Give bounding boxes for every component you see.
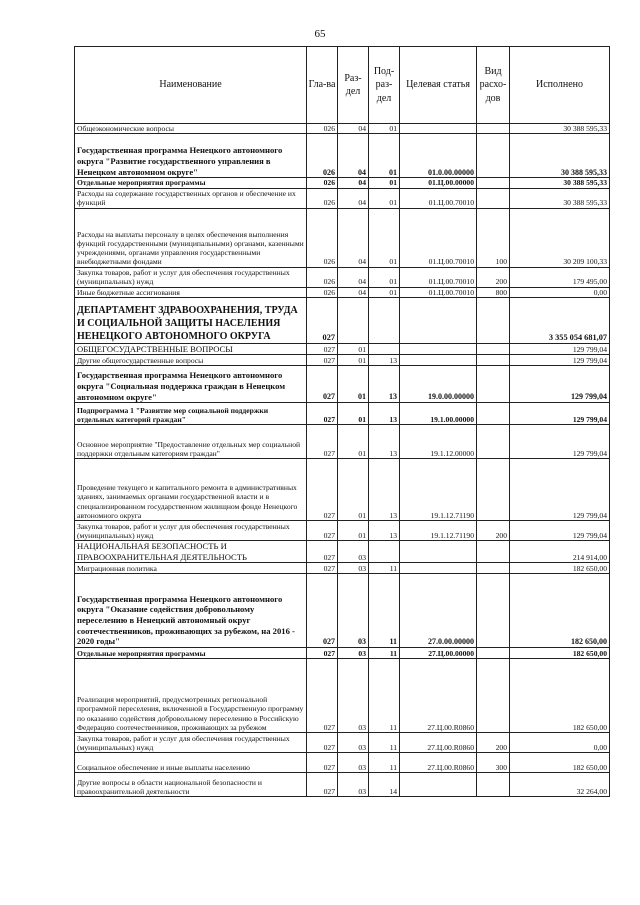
budget-execution-table [74,46,610,797]
cell-glava: 026 [307,267,338,287]
cell-podrazdel: 13 [369,366,400,403]
cell-glava: 027 [307,659,338,733]
cell-target [400,124,477,134]
table-row [75,753,610,773]
cell-name: Подпрограмма 1 "Развитие мер социальной поддержки отдельных категорий граждан" [75,403,307,425]
cell-amount: 0,00 [510,287,610,297]
cell-target: 27.Ц.00.R0860 [400,733,477,753]
cell-glava: 027 [307,297,338,343]
cell-glava: 027 [307,425,338,459]
table-row [75,297,610,343]
cell-target: 01.0.00.00000 [400,134,477,178]
cell-razdel: 01 [338,355,369,366]
cell-podrazdel: 14 [369,773,400,797]
cell-name: НАЦИОНАЛЬНАЯ БЕЗОПАСНОСТЬ И ПРАВООХРАНИТЕЛЬНАЯ ДЕЯТЕЛЬНОСТЬ [75,541,307,563]
cell-amount: 30 388 595,33 [510,124,610,134]
cell-glava: 027 [307,343,338,354]
cell-vid: 200 [477,733,510,753]
table-row [75,188,610,208]
cell-target: 19.0.00.00000 [400,366,477,403]
cell-razdel: 03 [338,541,369,563]
cell-vid [477,425,510,459]
cell-podrazdel: 13 [369,521,400,541]
cell-name: ОБЩЕГОСУДАРСТВЕННЫЕ ВОПРОСЫ [75,343,307,354]
cell-name: ДЕПАРТАМЕНТ ЗДРАВООХРАНЕНИЯ, ТРУДА И СОЦИАЛЬНОЙ ЗАЩИТЫ НАСЕЛЕНИЯ НЕНЕЦКОГО АВТОНОМНОГО ОКРУГА [75,297,307,343]
cell-name: Реализация мероприятий, предусмотренных региональной программой переселения, включенной в Государственную программу по оказанию содействия добровольному переселению в Российскую Федерацию соотечественников, проживающих за рубежом [75,659,307,733]
cell-target: 01.Ц.00.70010 [400,208,477,267]
cell-razdel: 03 [338,733,369,753]
cell-amount: 3 355 054 681,07 [510,297,610,343]
cell-amount: 30 209 100,33 [510,208,610,267]
cell-vid: 300 [477,753,510,773]
cell-glava: 027 [307,403,338,425]
cell-vid [477,459,510,521]
cell-target [400,563,477,574]
cell-vid [477,188,510,208]
cell-vid [477,124,510,134]
header-podrazdel: Под-раз-дел [369,47,400,124]
cell-vid [477,648,510,659]
cell-amount: 30 388 595,33 [510,188,610,208]
cell-amount: 182 650,00 [510,753,610,773]
cell-razdel: 03 [338,574,369,648]
cell-name: Иные бюджетные ассигнования [75,287,307,297]
cell-glava: 027 [307,521,338,541]
cell-razdel: 04 [338,134,369,178]
cell-vid: 200 [477,267,510,287]
cell-vid [477,297,510,343]
table-header [75,47,610,124]
cell-razdel: 03 [338,563,369,574]
table-row [75,366,610,403]
cell-amount: 129 799,04 [510,459,610,521]
cell-target: 01.Ц.00.70010 [400,188,477,208]
header-razdel: Раз-дел [338,47,369,124]
cell-razdel: 04 [338,188,369,208]
table-row [75,267,610,287]
table-row [75,659,610,733]
cell-target: 27.Ц.00.R0860 [400,753,477,773]
table-row [75,343,610,354]
cell-podrazdel: 01 [369,267,400,287]
cell-glava: 027 [307,574,338,648]
cell-vid [477,574,510,648]
cell-glava: 026 [307,178,338,188]
cell-podrazdel: 11 [369,733,400,753]
cell-amount: 129 799,04 [510,521,610,541]
cell-podrazdel: 13 [369,403,400,425]
cell-vid [477,178,510,188]
cell-razdel: 04 [338,178,369,188]
cell-podrazdel: 01 [369,134,400,178]
table-row [75,124,610,134]
cell-name: Государственная программа Ненецкого автономного округа "Оказание содействия добровольному переселению в Ненецкий автономный округ соотечественников, проживающих за рубежом, на 2016 - 2020 годы" [75,574,307,648]
cell-amount: 182 650,00 [510,574,610,648]
cell-razdel: 04 [338,124,369,134]
cell-razdel: 04 [338,208,369,267]
cell-razdel: 01 [338,521,369,541]
cell-razdel: 01 [338,403,369,425]
cell-glava: 027 [307,733,338,753]
cell-name: Государственная программа Ненецкого автономного округа "Развитие государственного управления в Ненецком автономном округе" [75,134,307,178]
cell-glava: 026 [307,124,338,134]
table-row [75,425,610,459]
cell-podrazdel: 01 [369,178,400,188]
cell-amount: 179 495,00 [510,267,610,287]
cell-target [400,773,477,797]
cell-razdel: 01 [338,343,369,354]
cell-amount: 129 799,04 [510,403,610,425]
cell-name: Общеэкономические вопросы [75,124,307,134]
cell-target: 01.Ц.00.00000 [400,178,477,188]
cell-podrazdel [369,343,400,354]
cell-podrazdel: 11 [369,753,400,773]
cell-target: 19.1.00.00000 [400,403,477,425]
cell-target [400,355,477,366]
header-name: Наименование [75,47,307,124]
cell-vid [477,403,510,425]
cell-podrazdel: 11 [369,574,400,648]
page-number: 65 [314,28,326,40]
cell-podrazdel: 13 [369,459,400,521]
table-row [75,648,610,659]
cell-name: Проведение текущего и капитального ремонта в административных зданиях, занимаемых органами государственной власти и в специализированном государственном жилищном фонде Ненецкого автономного округа [75,459,307,521]
cell-name: Расходы на содержание государственных органов и обеспечение их функций [75,188,307,208]
header-glava: Гла-ва [307,47,338,124]
cell-name: Другие вопросы в области национальной безопасности и правоохранительной деятельности [75,773,307,797]
cell-razdel: 01 [338,425,369,459]
cell-name: Основное мероприятие "Предоставление отдельных мер социальной поддержки отдельным категориям граждан" [75,425,307,459]
cell-vid [477,541,510,563]
cell-podrazdel: 13 [369,355,400,366]
table-row [75,773,610,797]
header-target: Целевая статья [400,47,477,124]
cell-target [400,297,477,343]
cell-vid [477,355,510,366]
cell-amount: 129 799,04 [510,425,610,459]
cell-name: Государственная программа Ненецкого автономного округа "Социальная поддержка граждан в Ненецком автономном округе" [75,366,307,403]
cell-glava: 026 [307,208,338,267]
table-row [75,403,610,425]
cell-podrazdel [369,541,400,563]
cell-amount: 129 799,04 [510,355,610,366]
cell-target: 01.Ц.00.70010 [400,287,477,297]
cell-razdel: 03 [338,753,369,773]
cell-amount: 0,00 [510,733,610,753]
table-row [75,208,610,267]
cell-vid: 800 [477,287,510,297]
cell-glava: 027 [307,648,338,659]
cell-name: Закупка товаров, работ и услуг для обеспечения государственных (муниципальных) нужд [75,521,307,541]
table-row [75,563,610,574]
cell-name: Социальное обеспечение и иные выплаты населению [75,753,307,773]
cell-glava: 027 [307,563,338,574]
cell-target: 19.1.12.71190 [400,459,477,521]
cell-razdel [338,297,369,343]
cell-target [400,343,477,354]
table-row [75,459,610,521]
cell-name: Отдельные мероприятия программы [75,178,307,188]
cell-name: Закупка товаров, работ и услуг для обеспечения государственных (муниципальных) нужд [75,733,307,753]
cell-razdel: 03 [338,659,369,733]
cell-amount: 30 388 595,33 [510,178,610,188]
table-row [75,178,610,188]
cell-target [400,541,477,563]
cell-name: Закупка товаров, работ и услуг для обеспечения государственных (муниципальных) нужд [75,267,307,287]
cell-glava: 027 [307,459,338,521]
cell-vid [477,659,510,733]
table-row [75,733,610,753]
cell-podrazdel: 11 [369,563,400,574]
table-row [75,134,610,178]
cell-target: 19.1.12.71190 [400,521,477,541]
cell-target: 27.Ц.00.R0860 [400,659,477,733]
cell-amount: 32 264,00 [510,773,610,797]
cell-amount: 182 650,00 [510,659,610,733]
cell-podrazdel [369,297,400,343]
cell-glava: 027 [307,355,338,366]
cell-target: 27.Ц.00.00000 [400,648,477,659]
cell-name: Отдельные мероприятия программы [75,648,307,659]
cell-vid [477,366,510,403]
cell-glava: 027 [307,366,338,403]
cell-glava: 027 [307,773,338,797]
cell-name: Миграционная политика [75,563,307,574]
cell-vid [477,773,510,797]
cell-podrazdel: 11 [369,659,400,733]
cell-name: Расходы на выплаты персоналу в целях обеспечения выполнения функций государственными (муниципальными) органами, казенными учреждениями, органами управления государственными внебюджетными фондами [75,208,307,267]
cell-glava: 026 [307,134,338,178]
table-row [75,355,610,366]
cell-vid [477,563,510,574]
cell-target: 01.Ц.00.70010 [400,267,477,287]
cell-amount: 182 650,00 [510,563,610,574]
cell-amount: 214 914,00 [510,541,610,563]
cell-podrazdel: 13 [369,425,400,459]
cell-glava: 027 [307,541,338,563]
cell-razdel: 03 [338,648,369,659]
cell-target: 19.1.12.00000 [400,425,477,459]
cell-podrazdel: 01 [369,124,400,134]
header-vid: Вид расхо-дов [477,47,510,124]
table-row [75,541,610,563]
cell-vid [477,134,510,178]
cell-amount: 129 799,04 [510,366,610,403]
cell-amount: 129 799,04 [510,343,610,354]
cell-target: 27.0.00.00000 [400,574,477,648]
cell-podrazdel: 01 [369,287,400,297]
cell-razdel: 03 [338,773,369,797]
cell-razdel: 04 [338,267,369,287]
cell-glava: 026 [307,188,338,208]
cell-vid: 200 [477,521,510,541]
cell-razdel: 04 [338,287,369,297]
cell-vid: 100 [477,208,510,267]
cell-podrazdel: 11 [369,648,400,659]
cell-amount: 182 650,00 [510,648,610,659]
header-executed: Исполнено [510,47,610,124]
cell-podrazdel: 01 [369,208,400,267]
cell-vid [477,343,510,354]
cell-podrazdel: 01 [369,188,400,208]
cell-razdel: 01 [338,366,369,403]
cell-amount: 30 388 595,33 [510,134,610,178]
cell-name: Другие общегосударственные вопросы [75,355,307,366]
table-row [75,287,610,297]
table-row [75,521,610,541]
table-row [75,574,610,648]
cell-glava: 026 [307,287,338,297]
cell-glava: 027 [307,753,338,773]
cell-razdel: 01 [338,459,369,521]
